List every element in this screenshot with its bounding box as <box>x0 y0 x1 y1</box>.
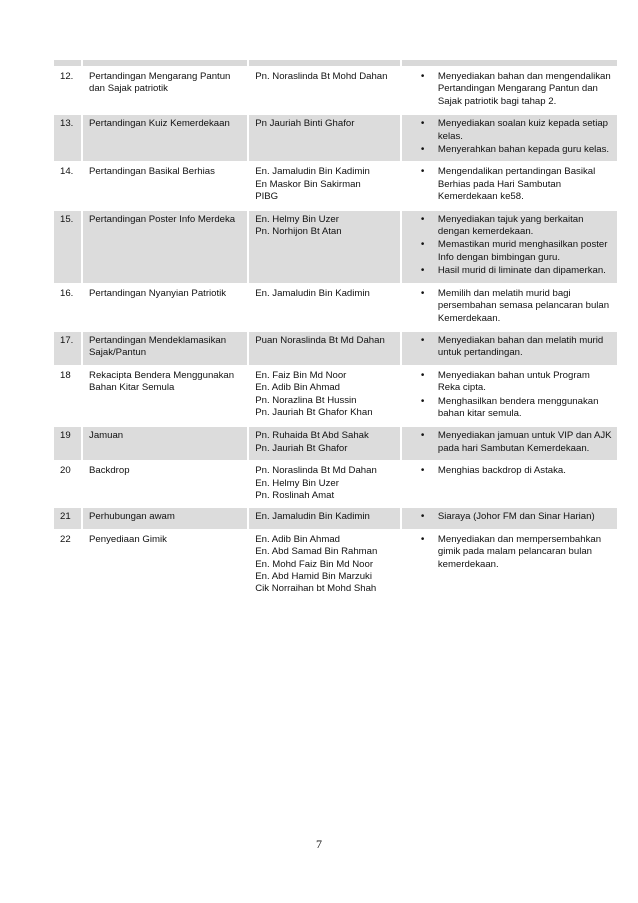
tasks-cell <box>402 115 617 161</box>
task-text: Menyediakan tajuk yang berkaitan dengan kemerdekaan. <box>437 213 584 238</box>
task-list <box>408 370 612 421</box>
bullet-icon: • <box>420 430 425 442</box>
person-name: En. Jamaludin Bin Kadimin <box>255 166 370 178</box>
person-name: Pn. Ruhaida Bt Abd Sahak <box>255 430 369 442</box>
task-item <box>408 430 612 455</box>
table-header-band <box>54 60 617 66</box>
task-text: Menghasilkan bendera menggunakan bahan kitar semula. <box>437 395 599 419</box>
tasks-cell <box>402 163 617 208</box>
bullet-icon: • <box>420 465 425 477</box>
event-name: Backdrop <box>83 462 247 506</box>
person-name: Cik Norraihan bt Mohd Shah <box>255 583 377 595</box>
person-name: En. Adib Bin Ahmad <box>255 382 341 394</box>
bullet-icon: • <box>420 166 425 178</box>
event-name: Pertandingan Mendeklamasikan Sajak/Pantun <box>83 332 247 365</box>
person-name: PIBG <box>255 191 279 203</box>
task-text: Hasil murid di liminate dan dipamerkan. <box>437 265 606 277</box>
task-list <box>408 214 612 278</box>
person-name: En. Mohd Faiz Bin Md Noor <box>255 558 374 570</box>
bullet-icon: • <box>420 213 425 225</box>
person-name: En. Abd Hamid Bin Marzuki <box>255 571 372 582</box>
bullet-icon: • <box>420 118 425 130</box>
bullet-icon: • <box>420 369 425 381</box>
task-text: Menyediakan bahan dan mengendalikan Pertandingan Mengarang Pantun dan Sajak patriotik bagi tahap 2. <box>437 71 611 107</box>
row-number: 22 <box>54 531 81 600</box>
event-name: Perhubungan awam <box>83 508 247 528</box>
person-name: En Maskor Bin Sakirman <box>255 178 361 190</box>
person-name: En. Helmy Bin Uzer <box>255 213 339 225</box>
event-name: Pertandingan Kuiz Kemerdekaan <box>83 115 247 161</box>
task-list <box>408 534 612 571</box>
table-row <box>54 508 617 528</box>
people-cell <box>249 332 400 365</box>
people-cell <box>249 68 400 113</box>
task-list <box>408 511 612 523</box>
header-cell-tasks <box>402 60 617 66</box>
bullet-icon: • <box>420 144 425 156</box>
task-item <box>408 511 612 523</box>
row-number: 18 <box>54 367 81 426</box>
table-row <box>54 462 617 506</box>
people-cell <box>249 367 400 426</box>
person-name: Pn. Norazlina Bt Hussin <box>255 394 357 406</box>
task-text: Menyerahkan bahan kepada guru kelas. <box>437 144 610 156</box>
bullet-icon: • <box>420 239 425 251</box>
event-name: Jamuan <box>83 427 247 460</box>
person-name: Pn. Noraslinda Bt Mohd Dahan <box>255 71 388 82</box>
table-row <box>54 211 617 283</box>
task-text: Mengendalikan pertandingan Basikal Berhias pada Hari Sambutan Kemerdekaan ke58. <box>437 166 596 203</box>
people-cell <box>249 285 400 330</box>
task-item <box>408 534 612 571</box>
tasks-cell <box>402 332 617 365</box>
task-item <box>408 118 612 143</box>
event-name: Pertandingan Mengarang Pantun dan Sajak patriotik <box>83 68 247 113</box>
bullet-icon: • <box>420 334 425 346</box>
person-name: Pn. Noraslinda Bt Md Dahan <box>255 465 377 477</box>
row-number: 13. <box>54 115 81 161</box>
committee-table <box>52 58 619 602</box>
person-name: Pn. Roslinah Amat <box>255 489 335 501</box>
table-row <box>54 115 617 161</box>
people-cell <box>249 531 400 600</box>
task-text: Menyediakan bahan dan melatih murid untuk pertandingan. <box>437 334 604 359</box>
header-cell-people <box>249 60 400 66</box>
event-name: Pertandingan Nyanyian Patriotik <box>83 285 247 330</box>
table-row <box>54 367 617 426</box>
row-number: 14. <box>54 163 81 208</box>
row-number: 20 <box>54 462 81 506</box>
task-text: Memastikan murid menghasilkan poster Info dengan bimbingan guru. <box>437 239 608 263</box>
person-name: En. Abd Samad Bin Rahman <box>255 546 378 558</box>
task-item <box>408 265 612 277</box>
task-item <box>408 465 612 477</box>
header-cell-no <box>54 60 81 66</box>
task-list <box>408 166 612 203</box>
tasks-cell <box>402 367 617 426</box>
table-row <box>54 427 617 460</box>
tasks-cell <box>402 508 617 528</box>
table-row <box>54 531 617 600</box>
task-text: Menyediakan bahan untuk Program Reka cipta. <box>437 369 590 394</box>
person-name: En. Faiz Bin Md Noor <box>255 369 347 381</box>
row-number: 16. <box>54 285 81 330</box>
task-text: Menghias backdrop di Astaka. <box>437 465 566 477</box>
event-name: Pertandingan Poster Info Merdeka <box>83 211 247 283</box>
people-cell <box>249 163 400 208</box>
bullet-icon: • <box>420 71 425 82</box>
row-number: 19 <box>54 427 81 460</box>
task-item <box>408 239 612 264</box>
tasks-cell <box>402 211 617 283</box>
task-text: Memilih dan melatih murid bagi persembahan semasa pelancaran bulan Kemerdekaan. <box>437 287 610 324</box>
event-name: Rekacipta Bendera Menggunakan Bahan Kitar Semula <box>83 367 247 426</box>
task-list <box>408 465 612 477</box>
row-number: 15. <box>54 211 81 283</box>
bullet-icon: • <box>420 265 425 277</box>
task-list <box>408 71 612 108</box>
people-cell <box>249 427 400 460</box>
task-item <box>408 396 612 421</box>
person-name: Pn. Jauriah Bt Ghafor <box>255 442 348 454</box>
people-cell <box>249 508 400 528</box>
person-name: Pn. Jauriah Bt Ghafor Khan <box>255 406 373 418</box>
row-number: 12. <box>54 68 81 113</box>
task-list <box>408 430 612 455</box>
header-cell-event <box>83 60 247 66</box>
task-list <box>408 118 612 156</box>
person-name: Puan Noraslinda Bt Md Dahan <box>255 334 385 346</box>
task-item <box>408 214 612 239</box>
bullet-icon: • <box>420 511 425 523</box>
tasks-cell <box>402 68 617 113</box>
event-name: Penyediaan Gimik <box>83 531 247 600</box>
task-text: Menyediakan soalan kuiz kepada setiap kelas. <box>437 118 609 142</box>
person-name: En. Adib Bin Ahmad <box>255 533 341 545</box>
task-item <box>408 335 612 360</box>
tasks-cell <box>402 285 617 330</box>
tasks-cell <box>402 427 617 460</box>
row-number: 21 <box>54 508 81 528</box>
table-row <box>54 332 617 365</box>
task-list <box>408 288 612 325</box>
person-name: En. Helmy Bin Uzer <box>255 477 339 489</box>
task-item <box>408 166 612 203</box>
task-item <box>408 288 612 325</box>
bullet-icon: • <box>420 287 425 299</box>
task-item <box>408 71 612 108</box>
task-text: Menyediakan jamuan untuk VIP dan AJK pada hari Sambutan Kemerdekaan. <box>437 430 612 454</box>
person-name: En. Jamaludin Bin Kadimin <box>255 287 370 299</box>
tasks-cell <box>402 531 617 600</box>
people-cell <box>249 115 400 161</box>
table-row <box>54 163 617 208</box>
person-name: En. Jamaludin Bin Kadimin <box>255 511 370 523</box>
person-name: Pn. Norhijon Bt Atan <box>255 226 342 238</box>
table-row <box>54 285 617 330</box>
bullet-icon: • <box>420 395 425 407</box>
tasks-cell <box>402 462 617 506</box>
bullet-icon: • <box>420 533 425 545</box>
page-number: 7 <box>316 837 322 851</box>
table-row <box>54 68 617 113</box>
row-number: 17. <box>54 332 81 365</box>
task-item <box>408 370 612 395</box>
person-name: Pn Jauriah Binti Ghafor <box>255 118 355 130</box>
task-text: Menyediakan dan mempersembahkan gimik pada malam pelancaran bulan kemerdekaan. <box>437 533 602 570</box>
people-cell <box>249 462 400 506</box>
event-name: Pertandingan Basikal Berhias <box>83 163 247 208</box>
task-text: Siaraya (Johor FM dan Sinar Harian) <box>437 511 595 523</box>
task-list <box>408 335 612 360</box>
task-item <box>408 144 612 156</box>
people-cell <box>249 211 400 283</box>
